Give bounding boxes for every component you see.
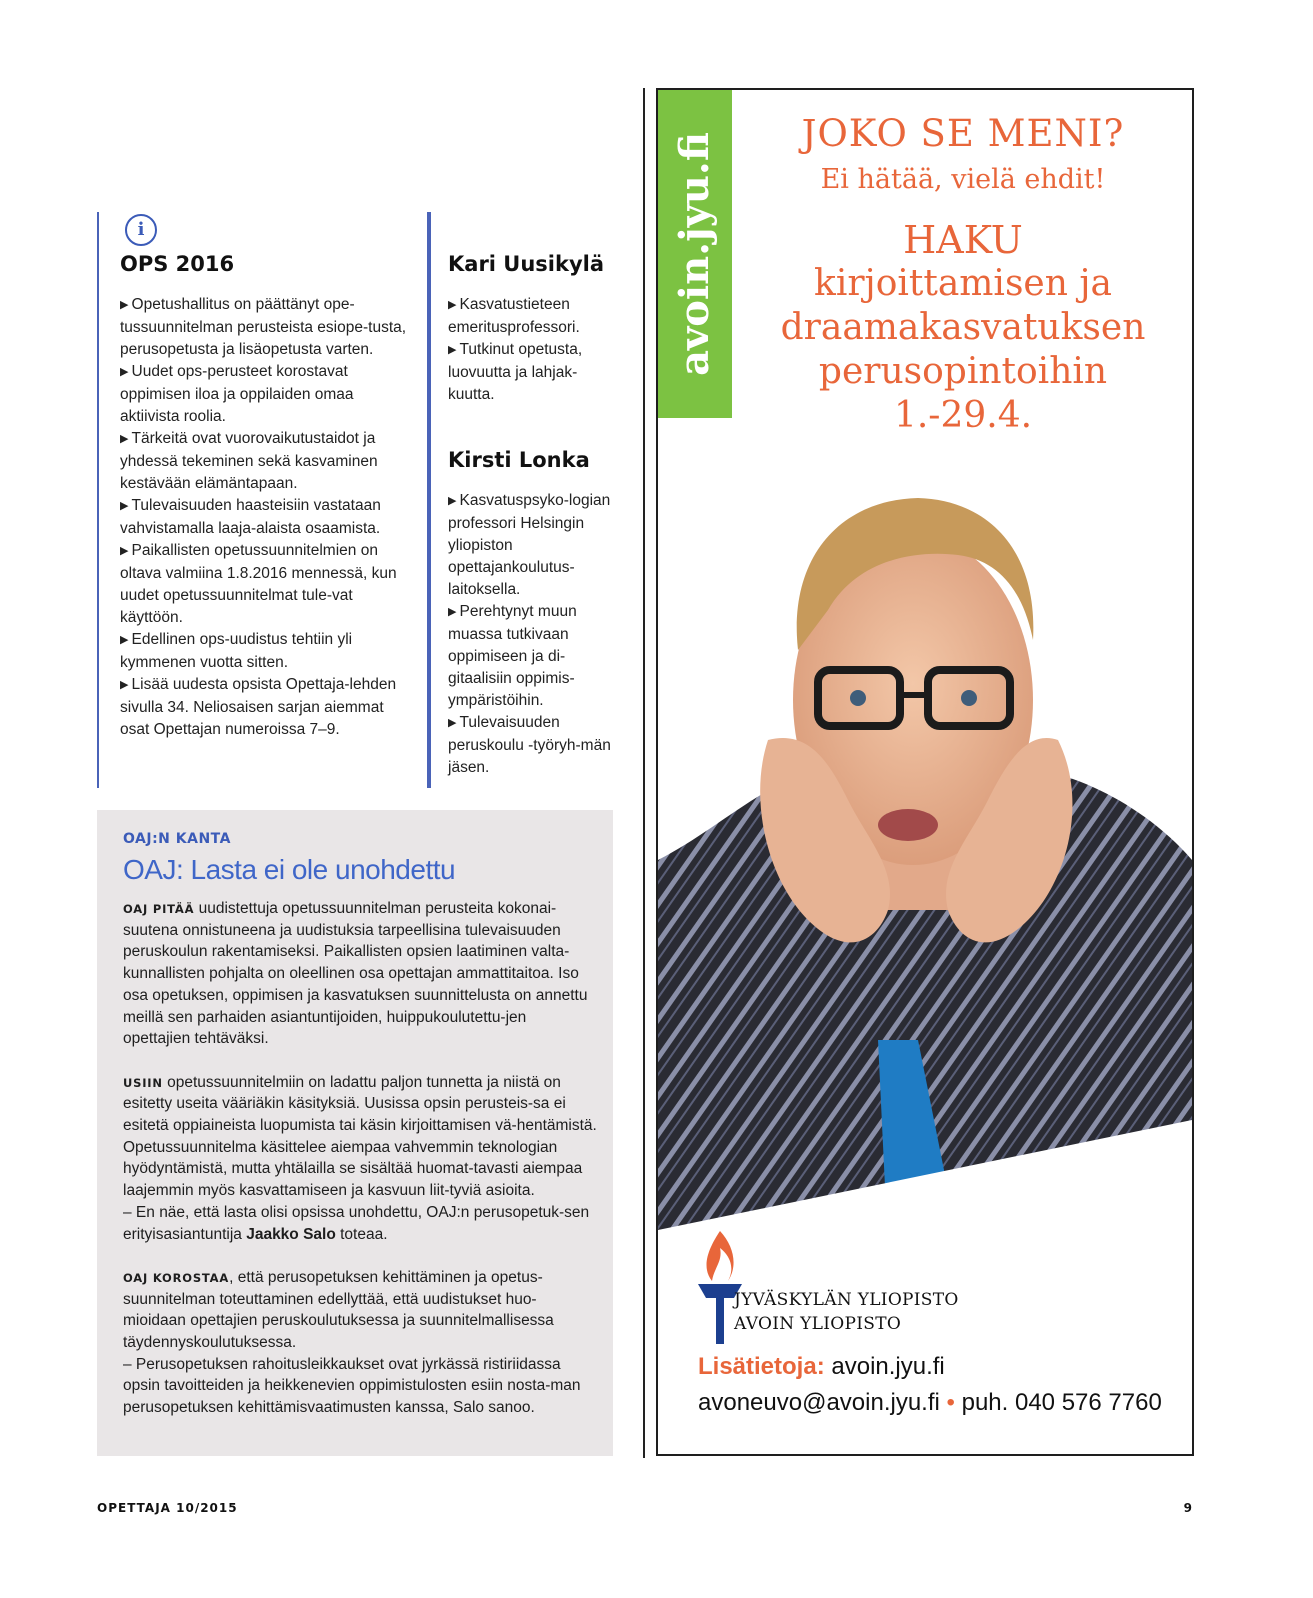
ad-line-4: perusopintoihin <box>818 351 1108 392</box>
ad-headline: JOKO SE MENI? <box>801 112 1125 155</box>
oaj-paragraph-3 <box>123 1267 597 1354</box>
quote-text-end: toteaa. <box>335 1225 388 1243</box>
ops-title: OPS 2016 <box>120 252 235 276</box>
phone-number: 040 576 7760 <box>1008 1389 1162 1416</box>
info-url: avoin.jyu.fi <box>824 1353 945 1380</box>
contact-email-phone <box>698 1388 1162 1418</box>
university-name-line-1: JYVÄSKYLÄN YLIOPISTO <box>734 1290 959 1310</box>
lead-in: OAJ PITÄÄ <box>123 902 195 916</box>
kirsti-column <box>448 448 623 779</box>
info-icon: i <box>125 214 157 246</box>
ad-subhead: Ei hätää, vielä ehdit! <box>820 164 1106 195</box>
advertisement <box>656 88 1194 1456</box>
ad-line-haku: HAKU <box>903 218 1023 262</box>
ops-list <box>120 294 410 741</box>
vertical-url: avoin.jyu.fi <box>671 132 718 376</box>
lead-in: OAJ KOROSTAA <box>123 1270 230 1285</box>
page-number: 9 <box>1183 1501 1192 1515</box>
info-label: Lisätietoja: <box>698 1353 825 1380</box>
oaj-title: OAJ: Lasta ei ole unohdettu <box>123 854 456 885</box>
oaj-box <box>97 810 613 1456</box>
bullet-item: ▶ Tärkeitä ovat vuorovaikutustaidot ja yhdessä tekeminen sekä kasvaminen kestävään elämäntapaan. <box>120 428 410 495</box>
bullet-separator: • <box>939 1389 962 1416</box>
magazine-issue: OPETTAJA 10/2015 <box>97 1501 238 1515</box>
bullet-item: ▶ Paikallisten opetussuunnitelmien on oltava valmiina 1.8.2016 mennessä, kun uudet opetussuunnitelmat tule-vat käyttöön. <box>120 540 410 629</box>
oaj-paragraph-2 <box>123 1072 597 1202</box>
bullet-item: ▶ Lisää uudesta opsista Opettaja-lehden sivulla 34. Neliosaisen sarjan aiemmat osat Opettajan numeroissa 7–9. <box>120 674 410 741</box>
oaj-paragraph-1 <box>123 898 597 1050</box>
bullet-item: ▶ Opetushallitus on päättänyt ope-tussuunnitelman perusteista esiope-tusta, perusopetusta ja lisäopetusta varten. <box>120 294 410 361</box>
bullet-item: ▶ Uudet ops-perusteet korostavat oppimisen iloa ja oppilaiden omaa aktiivista roolia. <box>120 361 410 428</box>
kirsti-list <box>448 490 623 779</box>
oaj-quote-2: – Perusopetuksen rahoitusleikkaukset ovat jyrkässä ristiriidassa opsin tavoitteiden ja heikkenevien oppimistulosten esiin nosta-man perusopetuksen kehittämisvaatimusten kanssa, Salo sanoo. <box>123 1355 581 1417</box>
bullet-item: ▶ Kasvatustieteen emeritusprofessori. <box>448 294 623 339</box>
bullet-item: ▶ Edellinen ops-uudistus tehtiin yli kymmenen vuotta sitten. <box>120 629 410 674</box>
contact-info-line <box>698 1352 945 1382</box>
paragraph-text: uudistettuja opetussuunnitelman perusteita kokonai-suutena onnistuneena ja uudistuksia tarpeellisina tulevaisuuden peruskoulun rakentamiseksi. Paikallisten opsien laatiminen valta-kunnallisten pohjalta on oleellinen osa opettajan ammattitaitoa. Iso osa opetuksen, oppimisen ja kasvatuksen suunnittelusta on annettu meillä sen parhaiden asiantuntijoiden, huippukoulutettu-jen opettajien tehtäväksi. <box>123 900 588 1048</box>
paragraph-text: , että perusopetuksen kehittäminen ja opetus-suunnitelman toteuttaminen edellyttää, että uudistukset huo-mioidaan opettajien peruskoulutuksessa ja suunnitelmallisessa täydennyskoulutuksessa. <box>123 1268 554 1352</box>
person-name: Jaakko Salo <box>246 1225 336 1243</box>
lead-in: USIIN <box>123 1075 163 1090</box>
kari-name: Kari Uusikylä <box>448 252 605 276</box>
ad-line-2: kirjoittamisen ja <box>814 263 1112 304</box>
ad-line-3: draamakasvatuksen <box>780 307 1146 348</box>
phone-label: puh. <box>961 1389 1009 1416</box>
bullet-item: ▶ Tutkinut opetusta, luovuutta ja lahjak-kuutta. <box>448 339 623 406</box>
bullet-item: ▶ Perehtynyt muun muassa tutkivaan oppimiseen ja di-gitaalisiin oppimis-ympäristöihin. <box>448 601 623 712</box>
kirsti-name: Kirsti Lonka <box>448 448 590 472</box>
kari-list <box>448 294 623 406</box>
paragraph-text: opetussuunnitelmiin on ladattu paljon tunnetta ja niistä on esitetty useita vääriäkin käsityksiä. Uusissa opsin perusteis-sa ei esitetä oppiaineista luopumista tai käsin kirjoittamisen vä-hentämistä. Opetussuunnitelma käsittelee aiempaa vahvemmin teknologian hyödyntämistä, mutta yhtälailla se sisältää huomat-tavasti aiempaa laajemmin myös kasvattamiseen ja kasvuun liit-tyviä asioita. <box>123 1073 597 1200</box>
bullet-item: ▶ Kasvatuspsyko-logian professori Helsingin yliopiston opettajankoulutus-laitoksella. <box>448 490 623 601</box>
bullet-item: ▶ Tulevaisuuden haasteisiin vastataan vahvistamalla laaja-alaista osaamista. <box>120 495 410 540</box>
url-strip <box>658 90 732 418</box>
oaj-quote-1 <box>123 1202 597 1245</box>
contact-email: avoneuvo@avoin.jyu.fi <box>698 1389 940 1416</box>
column-divider <box>427 212 429 788</box>
university-name <box>734 1288 959 1336</box>
ops-2016-column <box>120 252 410 741</box>
oaj-kicker: OAJ:N KANTA <box>123 831 231 847</box>
page-divider <box>643 88 645 1458</box>
bullet-item: ▶ Tulevaisuuden peruskoulu -työryh-män jäsen. <box>448 712 623 779</box>
oaj-body <box>123 898 597 1441</box>
man-photo <box>658 440 1192 1310</box>
university-name-line-2: AVOIN YLIOPISTO <box>734 1314 902 1334</box>
quote-text: – En näe, että lasta olisi opsissa unohdettu, OAJ:n perusopetuk-sen erityisasiantuntija <box>123 1203 590 1243</box>
kari-column <box>448 252 623 406</box>
ad-line-dates: 1.-29.4. <box>893 395 1033 436</box>
